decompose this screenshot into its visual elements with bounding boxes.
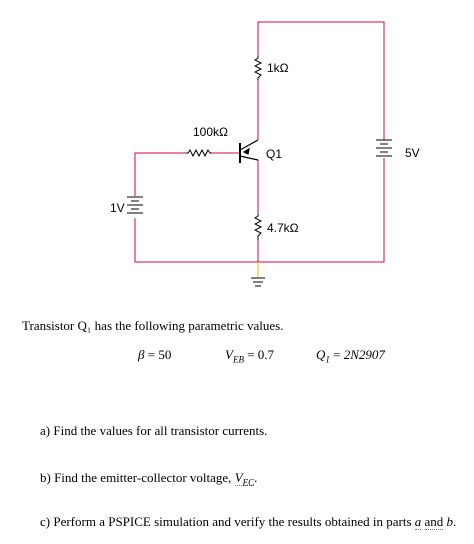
transistor-q1 bbox=[240, 140, 258, 163]
part-c-and: and bbox=[424, 514, 444, 529]
part-b: b) Find the emitter-collector voltage, $V_{EC}$. bbox=[40, 470, 258, 488]
veb-symbol: $V_{EB}$ bbox=[225, 347, 244, 365]
veb-value: $V_{EB} = 0.7$ bbox=[225, 347, 275, 365]
part-c-text: c) Perform a PSPICE simulation and verify the results obtained in parts bbox=[40, 514, 412, 529]
problem-intro: Transistor Q₁ has the following parametric values. bbox=[22, 318, 284, 333]
part-c-b: b bbox=[446, 514, 454, 529]
emitter-resistor-label: 4.7kΩ bbox=[267, 221, 299, 235]
part-b-text: b) Find the emitter-collector voltage, bbox=[40, 470, 232, 485]
veb-number: 0.7 bbox=[257, 347, 275, 362]
beta-value: β = 50 bbox=[138, 347, 172, 362]
q-symbol: $Q_1$ bbox=[316, 347, 330, 365]
supply-voltage-label: 5V bbox=[405, 146, 420, 160]
beta-number: 50 bbox=[158, 347, 172, 362]
emitter-resistor bbox=[255, 214, 261, 240]
collector-resistor bbox=[255, 56, 261, 80]
base-resistor-label: 100kΩ bbox=[193, 125, 228, 139]
beta-symbol: β bbox=[138, 347, 145, 362]
part-a: a) Find the values for all transistor currents. bbox=[40, 423, 268, 438]
part-c-a: a bbox=[414, 514, 422, 529]
q-model-number: 2N2907 bbox=[343, 347, 385, 362]
transistor-label: Q1 bbox=[266, 147, 283, 161]
supply-battery bbox=[376, 140, 392, 156]
part-c bbox=[40, 514, 456, 530]
ground-symbol bbox=[251, 262, 265, 286]
base-battery bbox=[127, 197, 143, 213]
collector-resistor-label: 1kΩ bbox=[267, 61, 289, 75]
part-c-end: . bbox=[453, 514, 457, 529]
vec-symbol: $V_{EC}$ bbox=[234, 470, 255, 488]
base-resistor bbox=[186, 150, 212, 156]
q-model: $Q_1 = 2N2907$ bbox=[316, 347, 385, 365]
base-voltage-label: 1V bbox=[110, 201, 125, 215]
